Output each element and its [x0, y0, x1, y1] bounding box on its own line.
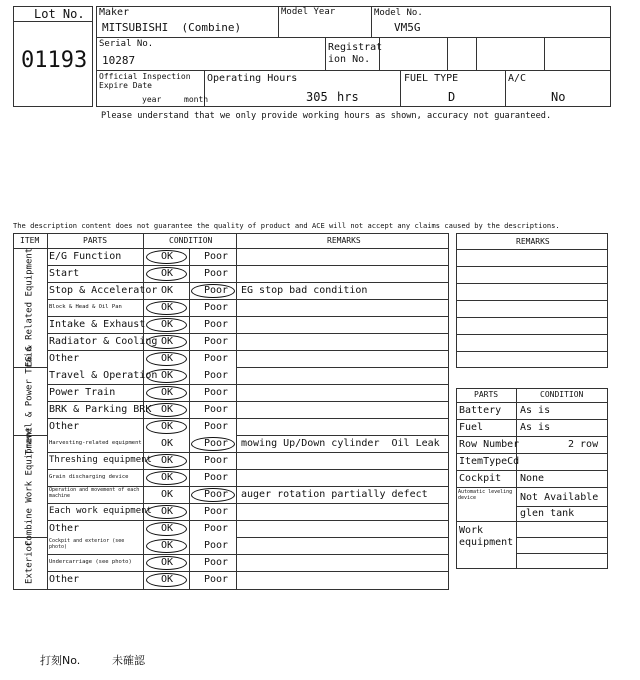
fuel-label: Fuel [459, 422, 484, 433]
serial-label: Serial No. [99, 39, 154, 49]
ok-option: OK [161, 506, 174, 517]
part-name: Intake & Exhaust [49, 319, 146, 330]
ok-option: OK [161, 404, 174, 415]
battery-label: Battery [459, 405, 502, 416]
ok-circle [146, 335, 187, 349]
ok-circle [146, 522, 187, 536]
part-name: Stop & Accelerator [49, 285, 158, 296]
cockpit-label: Cockpit [459, 473, 502, 484]
poor-circle [191, 488, 235, 502]
poor-option: Poor [204, 472, 229, 483]
remark-text: auger rotation partially defect [241, 489, 428, 500]
ok-option: OK [161, 574, 174, 585]
poor-option: Poor [204, 387, 229, 398]
poor-option: Poor [204, 523, 229, 534]
ok-option: OK [161, 268, 174, 279]
ok-circle [146, 318, 187, 332]
disclaimer: The description content does not guarantee the quality of product and ACE will not accept any claims caused by the descriptions. [13, 221, 560, 230]
ok-option: OK [161, 523, 174, 534]
hours-value: 305 [306, 90, 328, 104]
auto-level-label: Automatic leveling device [458, 489, 513, 501]
ok-option: OK [161, 540, 174, 551]
fuel-type-value: D [448, 90, 456, 104]
ok-option: OK [161, 370, 174, 381]
model-year-label: Model Year [281, 7, 336, 17]
poor-option: Poor [204, 319, 229, 330]
ok-circle [146, 267, 187, 281]
row-number-value: 2 row [568, 439, 599, 450]
part-name: Grain discharging device [49, 474, 129, 480]
ok-circle [146, 250, 187, 264]
part-name: Travel & Operation [49, 370, 158, 381]
hours-unit: hrs [337, 90, 359, 104]
ok-circle [146, 573, 187, 587]
poor-option: Poor [204, 268, 229, 279]
ok-option: OK [161, 421, 174, 432]
serial-value: 10287 [102, 54, 136, 67]
remark-text: EG stop bad condition [241, 285, 368, 296]
inspection-label-1: Official Inspection [99, 72, 191, 81]
fuel-value: As is [520, 422, 551, 433]
hours-note: Please understand that we only provide working hours as shown, accuracy not guaranteed. [101, 111, 552, 121]
ok-option: OK [161, 472, 174, 483]
poor-circle [191, 437, 235, 451]
item-group-label: Exterior [24, 540, 35, 585]
ok-option: OK [161, 251, 174, 262]
item-group-label: Combine Work Equipment [24, 426, 35, 546]
poor-circle [191, 284, 235, 298]
hours-label: Operating Hours [207, 73, 298, 84]
poor-option: Poor [204, 557, 229, 568]
part-name: Other [49, 353, 80, 364]
lot-number: 01193 [21, 48, 88, 73]
ok-circle [146, 352, 187, 366]
poor-option: Poor [204, 404, 229, 415]
ok-option: OK [161, 353, 174, 364]
maker-label: Maker [99, 7, 130, 18]
header-condition: CONDITION [169, 236, 213, 245]
row-number-label: Row Number [459, 439, 520, 450]
poor-option: Poor [204, 574, 229, 585]
ok-option: OK [161, 438, 174, 449]
part-name: Cockpit and exterior (see photo) [49, 538, 125, 550]
part-name: Other [49, 574, 80, 585]
cockpit-value: None [520, 473, 545, 484]
ok-option: OK [161, 319, 174, 330]
part-name: Operation and movement of each machine [49, 487, 140, 499]
poor-option: Poor [204, 285, 229, 296]
fuel-type-label: FUEL TYPE [404, 73, 459, 84]
ok-option: OK [161, 455, 174, 466]
ok-circle [146, 403, 187, 417]
part-name: Block & Head & Oil Pan [49, 304, 122, 310]
poor-option: Poor [204, 506, 229, 517]
part-name: Threshing equipment [49, 455, 152, 465]
poor-option: Poor [204, 353, 229, 364]
ok-option: OK [161, 387, 174, 398]
ok-option: OK [161, 302, 174, 313]
remark-text: mowing Up/Down cylinder Oil Leak [241, 438, 440, 449]
inspection-label-2: Expire Date [99, 81, 152, 90]
ok-option: OK [161, 489, 174, 500]
part-name: E/G Function [49, 251, 122, 262]
poor-option: Poor [204, 421, 229, 432]
item-type-label: ItemTypeCd [459, 456, 520, 467]
unconfirmed-label: 未確認 [112, 654, 145, 667]
part-name: Other [49, 523, 80, 534]
side-header-parts: PARTS [474, 390, 499, 399]
lot-label: Lot No. [34, 7, 85, 21]
ok-circle [146, 539, 187, 553]
ok-circle [146, 471, 187, 485]
ok-circle [146, 420, 187, 434]
ok-circle [146, 301, 187, 315]
ok-circle [146, 505, 187, 519]
ac-label: A/C [508, 73, 527, 84]
ac-value: No [551, 90, 566, 104]
ok-option: OK [161, 285, 174, 296]
part-name: Other [49, 421, 80, 432]
model-no-label: Model No. [374, 8, 423, 18]
ok-option: OK [161, 336, 174, 347]
part-name: Each work equipment [49, 506, 152, 516]
item-group-label: EG & Related Equipment [24, 247, 35, 368]
poor-option: Poor [204, 540, 229, 551]
part-name: Undercarriage (see photo) [49, 559, 132, 565]
poor-option: Poor [204, 455, 229, 466]
poor-option: Poor [204, 370, 229, 381]
ok-circle [146, 369, 187, 383]
header-parts: PARTS [83, 236, 108, 245]
side-header-condition: CONDITION [540, 390, 584, 399]
header-item: ITEM [20, 236, 40, 245]
ok-circle [146, 386, 187, 400]
work-equipment-value: glen tank [520, 508, 575, 519]
stamp-no-label: 打刻No. [40, 654, 81, 667]
part-name: Power Train [49, 387, 116, 398]
item-group-label: Travel & Power Train [24, 346, 35, 456]
poor-option: Poor [204, 302, 229, 313]
part-name: Harvesting-related equipment [49, 440, 142, 446]
battery-value: As is [520, 405, 551, 416]
registration-label: Registrat ion No. [328, 42, 383, 65]
ok-option: OK [161, 557, 174, 568]
year-label: year [142, 95, 162, 104]
auto-level-value: Not Available [520, 492, 599, 503]
part-name: BRK & Parking BRK [49, 404, 152, 415]
poor-option: Poor [204, 251, 229, 262]
maker-value: MITSUBISHI (Combine) [102, 21, 242, 34]
part-name: Start [49, 268, 80, 279]
model-no-value: VM5G [394, 21, 421, 34]
poor-option: Poor [204, 489, 229, 500]
header-remarks: REMARKS [327, 236, 361, 245]
ok-circle [146, 454, 187, 468]
part-name: Radiator & Cooling [49, 336, 158, 347]
poor-option: Poor [204, 438, 229, 449]
work-equipment-label: Work equipment [459, 525, 514, 548]
month-label: month [184, 95, 209, 104]
ok-circle [146, 556, 187, 570]
poor-option: Poor [204, 336, 229, 347]
right-remarks-header: REMARKS [516, 237, 550, 246]
